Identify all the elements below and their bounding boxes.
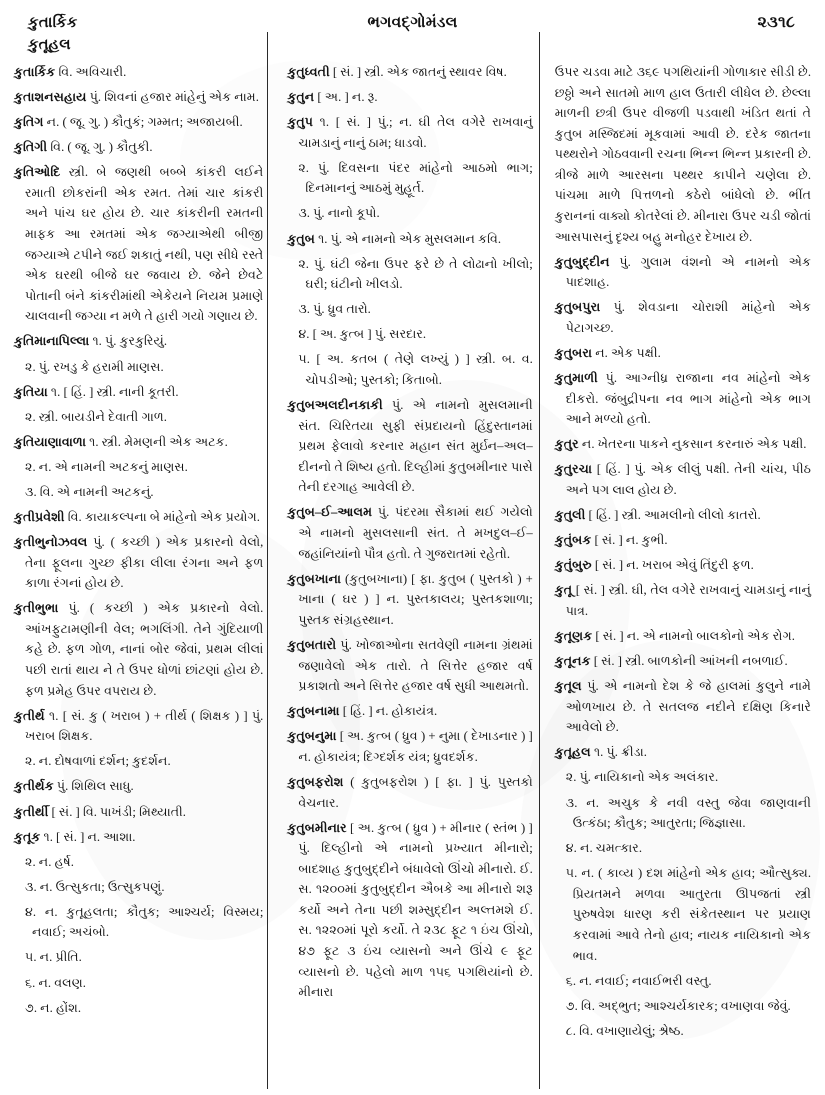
dictionary-sense xyxy=(14,357,263,378)
column-2 xyxy=(277,62,544,1094)
dictionary-entry xyxy=(14,532,263,594)
dictionary-entry xyxy=(287,112,532,153)
entry-definition: ન. ખેતરના પાકને નુકસાન કરનારું એક પક્ષી. xyxy=(578,437,807,452)
entry-definition: [ સં. ] સ્ત્રી. એક જાતનું સ્થાવર વિષ. xyxy=(329,65,507,79)
dictionary-sense xyxy=(555,793,811,834)
dictionary-entry xyxy=(555,530,811,551)
entry-headword: કુતુર xyxy=(554,437,579,452)
entry-headword: કુતિયા xyxy=(14,384,48,399)
dictionary-entry xyxy=(14,62,263,83)
entry-definition: પું. શિથિલ સાધુ. xyxy=(53,779,134,794)
entry-headword: કુતિઓદિ xyxy=(14,165,61,180)
entry-headword: કુતુંબક xyxy=(554,533,592,548)
dictionary-entry xyxy=(555,555,811,576)
entry-headword: કુતિગી xyxy=(14,140,48,155)
entry-headword: કુતુરચા xyxy=(554,462,592,477)
column-3 xyxy=(545,62,811,1094)
dictionary-sense xyxy=(287,349,532,390)
dictionary-entry xyxy=(14,507,263,528)
entry-headword: કુતાર્કિક xyxy=(14,65,56,79)
entry-definition: ઉપર ચડવા માટે ૩૬૯ પગથિયાંની ગોળાકાર સીડી છે. છઠ્ઠો અને સાતમો માળ હાલ ઉતારી લીધેલ છે. છેલ્લા માળની છત્રી ઉપર વીજળી પડવાથી ખંડિત થતાં તે કુતુબ મસ્જિદમાં મૂકવામાં આવી છે. દરેક જાતના પથ્થરોને ગોઠવવાની રચના ભિન્ન ભિન્ન પ્રકારની છે. ત્રીજે માળે આરસના પથ્થર કાપીને ચણેલા છે. પાંચમા માળે પિત્તળનો કઠેરો બાંધેલો છે. ભીંત કુરાનનાં વાક્યો કોતરેલાં છે. મીનારા ઉપર ચડી જોતાં આસપાસનું દૃશ્ય બહુ મનોહર દેખાય છે. xyxy=(554,65,811,244)
entry-headword: કુતૂનક xyxy=(554,654,591,669)
entry-definition: ૩. પું. ધ્રુવ તારો. xyxy=(298,302,371,317)
book-title: ભગવદ્ગોમંડલ xyxy=(367,14,458,31)
dictionary-sense xyxy=(14,407,263,428)
entry-definition: પું. ( કચ્છી ) એક પ્રકારનો વેલો, તેના ફૂલના ગુચ્છ ફીકા લીલા રંગના અને ફળ કાળા રંગનાં હોય છે. xyxy=(25,535,264,591)
entry-headword: કુતુબનુમા xyxy=(287,729,337,744)
entry-headword: કુતિગ xyxy=(14,115,44,130)
dictionary-entry xyxy=(287,818,532,1003)
dictionary-sense xyxy=(287,299,532,320)
entry-headword: કુતીર્થક xyxy=(14,779,54,794)
entry-definition: પું. એ નામનો મુસલમાની સંત. ચિરિતયા સુફી સંપ્રદાયનો હિંદુસ્તાનમાં પ્રથમ ફેલાવો કરનાર મહાન સંત મુર્ઇન–અલ–દીનનો તે શિષ્ય હતો. દિલ્હીમાં કુતુબમીનાર પાસે તેની દરગાહ આવેલી છે. xyxy=(298,398,533,495)
entry-headword: કુતીપ્રવેશી xyxy=(14,509,65,524)
entry-definition: ન. ( જૂ. ગુ. ) કૌતુકં; ગમ્મત; અજાયબી. xyxy=(43,115,243,130)
entry-headword: કુતુબનામા xyxy=(287,704,340,719)
dictionary-entry xyxy=(555,297,811,338)
entry-headword: કુતૂલ xyxy=(554,679,582,694)
column-1 xyxy=(14,62,277,1094)
entry-headword: કુતુબરા xyxy=(554,346,593,361)
entry-definition: [ અ. કુત્બ ( ધ્રુવ ) + મીનાર ( સ્તંભ ) ] પું. દિલ્હીનો એ નામનો પ્રખ્યાત મીનારો; બાદશાહ કુતુબુદ્દીને બંધાવેલો ઊંચો મીનારો. ઈ. સ. ૧૨૦૦માં કુતુબુદ્દીન ઐબકે આ મીનારો શરૂ કર્યો અને તેના પછી શમ્સુદ્દીન અલ્તમશે ઈ. સ. ૧૨૨૦માં પૂરો કર્યો. તે ૨૩૮ ફૂટ ૧ ઇંચ ઊંચો, ૪૭ ફૂટ ૩ ઇંચ વ્યાસનો અને ઊંચે ૯ ફૂટ વ્યાસનો છે. પહેલો માળ ૧૫૬ પગથિયાંનો છે. મીનારા xyxy=(298,820,533,1000)
entry-headword: કુતાશનસહાય xyxy=(14,90,87,105)
entry-definition: વિ. અવિચારી. xyxy=(55,65,127,79)
entry-definition: ૬. ન. વલણ. xyxy=(25,975,86,990)
entry-definition: સ્ત્રી. બે જણથી બબ્બે કાંકરી લઈને રમાતી છોકરાંની એક રમત. તેમાં ચાર કાંકરી અને પાંચ ઘર હોય છે. ચાર કાંકરીની રમતની માફક આ રમતમાં એક જગ્યાએથી બીજી જગ્યાએ ટપીને જઈ શકાતું નથી, પણ સીધે રસ્તે એક ઘરથી બીજે ઘર જવાય છે. જેને છેવટે પોતાની બંને કાંકરીમાંથી એકેયને નિયમ પ્રમાણે ચાલવાની જગ્યા ન મળે તે હારી ગયો ગણાય છે. xyxy=(25,165,264,324)
entry-definition: [ સં. ] વિ. પાખંડી; મિથ્યાતી. xyxy=(48,804,186,819)
entry-headword: કુતુબતારો xyxy=(287,637,337,652)
dictionary-sense xyxy=(555,996,811,1017)
dictionary-entry xyxy=(287,701,532,722)
entry-definition: ૨. સ્ત્રી. બાયડીને દેવાતી ગાળ. xyxy=(25,409,167,424)
entry-headword: કુતુન xyxy=(287,90,315,105)
entry-definition: ૨. પું. દિવસના પંદર માંહેનો આઠમો ભાગ; દિનમાનનું આઠમું મુહૂર્ત. xyxy=(298,160,533,196)
dictionary-sense xyxy=(287,254,532,295)
entry-definition: પું. આગ્નીધ્ર રાજાના નવ માંહેનો એક દીકરો. જંબુદ્રીપના નવ ભાગ માંહેનો એક ભાગ આને મળ્યો હતો. xyxy=(565,371,811,427)
dictionary-entry xyxy=(287,635,532,697)
entry-definition: [ સં. ] ન. એ નામનો બાલકોનો એક રોગ. xyxy=(592,628,795,643)
entry-definition: ૩. વિ. એ નામની અટકનું. xyxy=(25,484,154,499)
entry-definition: ૬. ન. નવાઈ; નવાઈભરી વસ્તુ. xyxy=(565,973,712,988)
dictionary-entry xyxy=(14,112,263,133)
dictionary-entry xyxy=(287,772,532,813)
entry-headword: કુતીર્થ xyxy=(14,708,45,723)
entry-definition: ૧. પું. કુરકુરિયું. xyxy=(89,334,168,349)
entry-headword: કુતુમાળી xyxy=(554,371,598,386)
entry-definition: ૭. ન. હોંશ. xyxy=(25,1000,82,1015)
entry-definition: પું. શેવડાના ચોરાશી માંહેનો એક પેટાગચ્છ. xyxy=(565,300,811,335)
dictionary-entry xyxy=(555,505,811,526)
dictionary-entry xyxy=(14,827,263,848)
dictionary-sense xyxy=(14,998,263,1019)
dictionary-entry xyxy=(14,382,263,403)
entry-headword: કુતુલી xyxy=(554,508,586,523)
dictionary-entry xyxy=(287,726,532,767)
entry-headword: કુતૂક xyxy=(14,829,41,844)
entry-definition: ૪. ન. ચમત્કાર. xyxy=(565,841,642,856)
dictionary-entry xyxy=(14,706,263,747)
entry-definition: ૫. [ અ. કતબ ( તેણે લખ્યું ) ] સ્ત્રી. બ. વ. ચોપડીઓ; પુસ્તકો; કિતાબો. xyxy=(298,352,533,388)
dictionary-sense xyxy=(14,902,263,943)
running-head-left: કુતાર્કિક xyxy=(28,15,78,31)
dictionary-sense xyxy=(14,947,263,968)
entry-headword: કુતીભુનોઝવલ xyxy=(14,535,88,550)
dictionary-sense xyxy=(14,852,263,873)
dictionary-entry xyxy=(14,331,263,352)
entry-definition: [ સં. ] ન. કુભી. xyxy=(591,533,668,548)
page-number: ૨૩૧૮ xyxy=(757,14,795,31)
entry-headword: કુતૂ xyxy=(554,583,573,598)
entry-headword: કુતુબ–ઈ–આલમ xyxy=(287,505,373,520)
entry-definition: [ સં. ] ન. ખરાબ એવું તિંદુરી ફળ. xyxy=(591,558,754,573)
entry-definition: [ અ. ] ન. રૂ. xyxy=(314,90,378,105)
dictionary-sense xyxy=(555,1021,811,1042)
entry-headword: કુતિયાણાવાળા xyxy=(14,434,86,449)
entry-definition: ૫. ન. પ્રીતિ. xyxy=(25,950,82,965)
entry-definition: ૪. ન. કુતૂહલતા; કૌતુક; આશ્ચર્ય; વિસ્મય; નવાઈ; અચંબો. xyxy=(25,904,264,940)
entry-definition: પું. એ નામનો દેશ કે જે હાલમાં કુલુને નામે ઓળખાય છે. તે સતલજ નદીને દક્ષિણ કિનારે આવેલો છે. xyxy=(565,679,811,735)
entry-definition: ૧. [ સં. ] પું.; ન. ઘી તેલ વગેરે રાખવાનું ચામડાનું નાનું ઠામ; ધાડવો. xyxy=(298,115,533,150)
entry-headword: કુતુબખાના xyxy=(287,571,342,586)
dictionary-sense xyxy=(555,971,811,992)
entry-definition: વિ. ( જૂ. ગુ. ) કૌતુકી. xyxy=(47,140,153,155)
page-header xyxy=(14,10,811,53)
entry-headword: કુતુંબુરુ xyxy=(554,558,592,573)
dictionary-entry xyxy=(555,343,811,364)
dictionary-sense xyxy=(14,457,263,478)
entry-headword: કુતીર્થી xyxy=(14,804,49,819)
dictionary-entry xyxy=(287,502,532,564)
entry-definition: ૨. પું. રખડુ કે હરામી માણસ. xyxy=(25,359,164,374)
entry-definition: ૨. પું. નાયિકાનો એક અલંકાર. xyxy=(565,770,719,785)
entry-definition: ૧. પું. ક્રીડા. xyxy=(590,745,647,760)
dictionary-entry xyxy=(555,580,811,621)
entry-definition: પું. ખોજાઓના સતવેણી નામના ગ્રંથમાં જણાવેલો એક તારો. તે સિત્તેર હજાર વર્ષ પ્રકાશતો અને સિત્તેર હજાર વર્ષ સુધી આથમતો. xyxy=(298,637,533,694)
entry-headword: કુતુબ xyxy=(287,231,315,246)
entry-definition: પું. પંદરમા સૈકામાં થઈ ગયેલો એ નામનો મુસલસાની સંત. તે મખદુલ–ઈ–જહાંનિયાંનો પૌત્ર હતો. તે ગુજરાતમાં રહેતો. xyxy=(298,505,533,561)
entry-definition: ૫. ન. ( કાવ્ય ) દશ માંહેનો એક હાવ; ઔત્સુક્ય. પ્રિયતમને મળવા આતુરતા ઊપજતાં સ્ત્રી પુરુષવેશ ધારણ કરી સંકેતસ્થાન પર પ્રયાણ કરવામાં આવે તેનો હાવ; નાયક નાયિકાનો એક ભાવ. xyxy=(565,866,811,963)
entry-headword: કુતુબુદ્દીન xyxy=(554,254,610,269)
dictionary-sense xyxy=(287,324,532,345)
entry-headword: કુતુધ્વતી xyxy=(287,65,330,79)
dictionary-entry xyxy=(555,368,811,430)
dictionary-entry xyxy=(555,676,811,738)
entry-definition: ૩. પું. નાનો કૂપો. xyxy=(298,206,380,221)
dictionary-entry xyxy=(555,651,811,672)
dictionary-sense xyxy=(555,767,811,788)
entry-headword: કુતુબફરોશ xyxy=(287,774,344,789)
entry-definition: ૨. ન. એ નામની અટકનું માણસ. xyxy=(25,459,188,474)
dictionary-sense xyxy=(14,877,263,898)
dictionary-entry xyxy=(555,434,811,455)
entry-definition: ૮. વિ. વખાણાયેલું; શ્રેષ્ઠ. xyxy=(565,1023,684,1038)
dictionary-sense xyxy=(555,62,811,247)
entry-definition: ન. એક પક્ષી. xyxy=(592,346,661,361)
dictionary-entry xyxy=(14,162,263,327)
entry-headword: કુતુબમીનાર xyxy=(287,820,347,835)
entry-definition: ૧. સ્ત્રી. મેમણની એક અટક. xyxy=(85,434,228,449)
dictionary-sense xyxy=(555,863,811,966)
entry-definition: ૨. પું. ઘંટી જેના ઉપર ફરે છે તે લોઢાનો ખીલો; ઘરી; ઘંટીનો ખીલડો. xyxy=(298,256,533,292)
dictionary-sense xyxy=(287,203,532,224)
entry-definition: ૩. ન. અચુક કે નવી વસ્તુ જેવા જાણવાની ઉત્કંઠા; કૌતુક; આતુરતા; જિજ્ઞાસા. xyxy=(565,795,811,831)
entry-definition: ૩. ન. ઉત્સુકતા; ઉત્સુકપણું. xyxy=(25,879,165,894)
entry-definition: ( કુતુબફરોશ ) [ ફા. ] પું. પુસ્તકો વેચનાર. xyxy=(298,774,533,810)
entry-headword: કુતીભુભા xyxy=(14,601,59,616)
entry-definition: [ હિં. ] પું. એક લીલું પક્ષી. તેની ચાંચ, પીઠ અને પગ લાલ હોય છે. xyxy=(565,462,811,497)
entry-headword: કુતૂહલ xyxy=(554,745,591,760)
dictionary-entry xyxy=(555,626,811,647)
dictionary-entry xyxy=(287,87,532,108)
dictionary-entry xyxy=(287,395,532,498)
column-container xyxy=(14,62,811,1094)
entry-headword: કુતૂણક xyxy=(554,628,593,643)
dictionary-entry xyxy=(555,459,811,500)
dictionary-entry xyxy=(14,598,263,701)
dictionary-sense xyxy=(14,482,263,503)
column-divider xyxy=(267,32,268,1089)
entry-definition: ૪. [ અ. કુત્બ ] પું. સરદાર. xyxy=(298,327,427,342)
dictionary-entry xyxy=(555,252,811,293)
dictionary-entry xyxy=(287,229,532,250)
entry-definition: ૭. વિ. અદ્ભુત; આશ્ચર્યકારક; વખાણવા જેવું. xyxy=(565,998,791,1013)
dictionary-entry xyxy=(14,802,263,823)
entry-headword: કુતુપ xyxy=(287,115,313,130)
dictionary-entry xyxy=(14,776,263,797)
entry-definition: [ અ. કુત્બ ( ધ્રુવ ) + નુમા ( દેખાડનાર ) ] ન. હોકાયંત્ર; દિગ્દર્શક યંત્ર; ધ્રુવદર્શક. xyxy=(298,729,533,764)
entry-definition: પું. ગુલામ વંશનો એ નામનો એક પાદશાહ. xyxy=(565,254,811,290)
entry-definition: ૧. [ હિં. ] સ્ત્રી. નાની કૂતરી. xyxy=(47,384,179,399)
entry-definition: (કુતુબખાના) [ ફા. કુતુબ ( પુસ્તકો ) + ખાના ( ઘર ) ] ન. પુસ્તકાલય; પુસ્તકશાળા; પુસ્તક સંગ્રહસ્થાન. xyxy=(298,571,533,627)
entry-headword: કુતુબપુરા xyxy=(554,300,601,315)
dictionary-entry xyxy=(555,742,811,763)
entry-definition: વિ. કાયાકલ્પના બે માંહેનો એક પ્રયોગ. xyxy=(64,509,260,524)
dictionary-entry xyxy=(287,569,532,631)
entry-definition: [ સં. ] સ્ત્રી. બાળકોની આંખની નબળાઈ. xyxy=(590,654,788,669)
entry-definition: [ હિં. ] ન. હોકાયંત્ર. xyxy=(339,704,438,719)
entry-definition: પું. શિવનાં હજાર માંહેનું એક નામ. xyxy=(86,90,259,105)
dictionary-sense xyxy=(14,973,263,994)
running-head-left-second: કુતૂહલ xyxy=(28,37,71,53)
dictionary-entry xyxy=(287,62,532,83)
dictionary-sense xyxy=(287,158,532,199)
dictionary-sense xyxy=(555,838,811,859)
dictionary-sense xyxy=(14,751,263,772)
dictionary-entry xyxy=(14,87,263,108)
entry-definition: ૧. પું. એ નામનો એક મુસલમાન કવિ. xyxy=(314,231,502,246)
entry-definition: ૧. [ સં. ] ન. આશા. xyxy=(40,829,136,844)
entry-headword: કુતુબઅલદીનકાકી xyxy=(287,398,383,413)
entry-definition: ૧. [ સં. કુ ( ખરાબ ) + તીર્થ ( શિક્ષક ) ] પું. ખરાબ શિક્ષક. xyxy=(25,708,264,744)
entry-definition: [ સં. ] સ્ત્રી. ઘી, તેલ વગેરે રાખવાનું ચામડાનું નાનું પાત્ર. xyxy=(565,583,811,618)
dictionary-entry xyxy=(14,432,263,453)
dictionary-entry xyxy=(14,137,263,158)
entry-definition: પું. ( કચ્છી ) એક પ્રકારનો વેલો. આંખફુટામણીની વેલ; ભગલિંગી. તેને ગુંદિયાળી કહે છે. ફળ ગોળ, નાનાં બોર જેવાં, પ્રથમ લીલાં પછી રાતાં થાય ને તે ઉપર ધોળાં છાંટણાં હોય છે. ફળ પ્રમેહ ઉપર વપરાય છે. xyxy=(25,601,264,698)
entry-definition: [ હિં. ] સ્ત્રી. આમલીનો લીલો કાતરો. xyxy=(585,508,761,523)
entry-definition: ૨. ન. હર્ષ. xyxy=(25,854,74,869)
entry-headword: કુતિમાનાપિલ્લા xyxy=(14,334,90,349)
entry-definition: ૨. ન. દોષવાળાં દર્શન; કુદર્શન. xyxy=(25,754,171,769)
column-divider xyxy=(539,32,540,1089)
